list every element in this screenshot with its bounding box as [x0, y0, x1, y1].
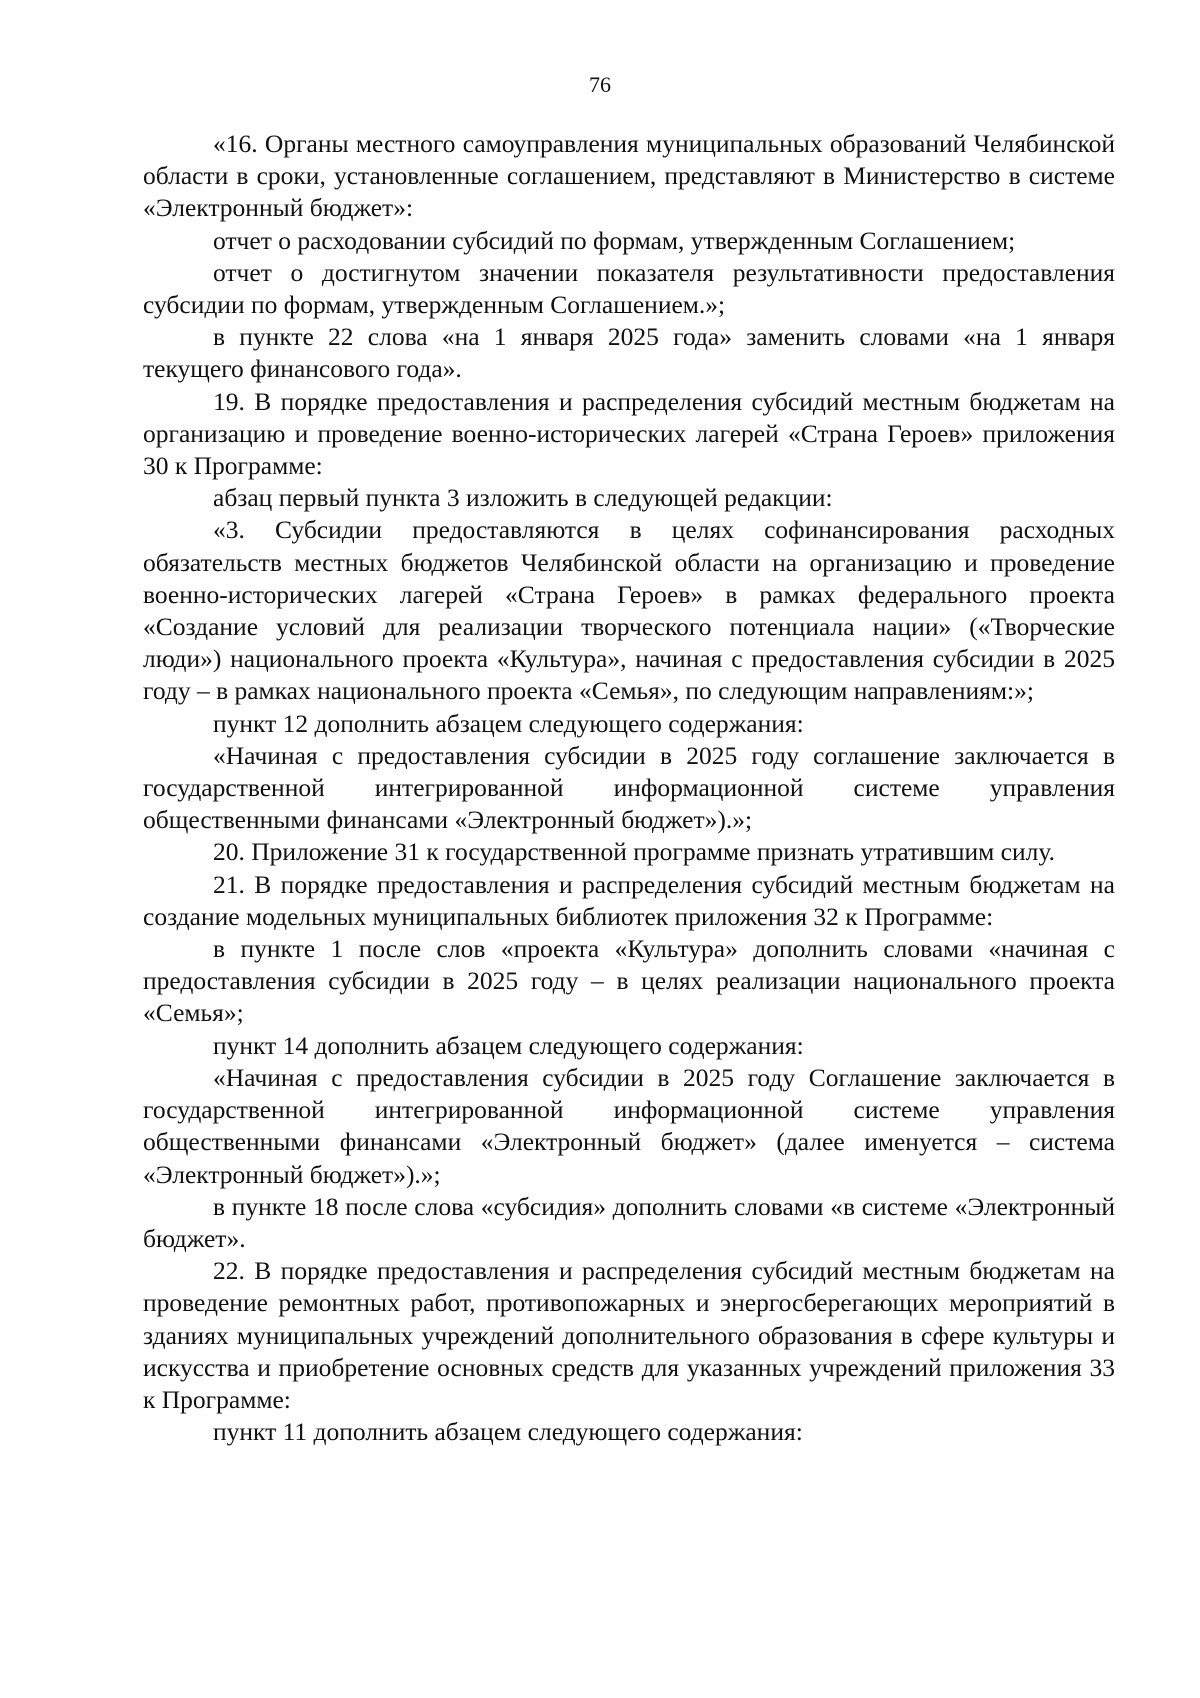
paragraph-item-16-intro: «16. Органы местного самоуправления муниципальных образований Челябинской области в сроки, установленные соглашением, представляют в Министерство в системе «Электронный бюджет»:: [143, 129, 1115, 223]
paragraph-item-11-add: пункт 11 дополнить абзацем следующего содержания:: [213, 1417, 803, 1447]
paragraph-section-19: 19. В порядке предоставления и распределения субсидий местным бюджетам на организацию и проведение военно-исторических лагерей «Страна Героев» приложения 30 к Программе:: [143, 386, 1115, 481]
paragraph-section-21: 21. В порядке предоставления и распределения субсидий местным бюджетам на создание модельных муниципальных библиотек приложения 32 к Программе:: [143, 869, 1115, 931]
paragraph-item-14-text: «Начиная с предоставления субсидии в 2025 году Соглашение заключается в государственной интегрированной информационной системе управления общественными финансами «Электронный бюджет» (далее именуется – система «Электронный бюджет»).»;: [143, 1062, 1115, 1189]
paragraph-item-3-text: «3. Субсидии предоставляются в целях софинансирования расходных обязательств местных бюджетов Челябинской области на организацию и проведение военно-исторических лагерей «Страна Героев» в рамках федерального проекта «Создание условий для реализации творческого потенциала нации» («Творческие люди») национального проекта «Культура», начиная с предоставления субсидии в 2025 году – в рамках национального проекта «Семья», по следующим направлениям:»;: [143, 515, 1115, 706]
paragraph-expense-report: отчет о расходовании субсидий по формам, утвержденным Соглашением;: [213, 225, 1016, 255]
paragraph-item-3-edit: абзац первый пункта 3 изложить в следующей редакции:: [213, 483, 833, 513]
page-number: 76: [589, 72, 611, 97]
paragraph-item-14-add: пункт 14 дополнить абзацем следующего содержания:: [213, 1030, 804, 1060]
paragraph-item-1-add: в пункте 1 после слов «проекта «Культура» дополнить словами «начиная с предоставления субсидии в 2025 году – в целях реализации национального проекта «Семья»;: [143, 934, 1115, 1028]
paragraph-item-18-add: в пункте 18 после слова «субсидия» дополнить словами «в системе «Электронный бюджет».: [143, 1191, 1115, 1253]
paragraph-section-20: 20. Приложение 31 к государственной программе признать утратившим силу.: [213, 837, 1055, 867]
paragraph-item-12-text: «Начиная с предоставления субсидии в 2025 году соглашение заключается в государственной интегрированной информационной системе управления общественными финансами «Электронный бюджет»).»;: [143, 740, 1115, 835]
paragraph-section-22: 22. В порядке предоставления и распределения субсидий местным бюджетам на проведение ремонтных работ, противопожарных и энергосберегающих мероприятий в зданиях муниципальных учреждений дополнительного образования в сфере культуры и искусства и приобретение основных средств для указанных учреждений приложения 33 к Программе:: [143, 1256, 1115, 1414]
document-body: [143, 128, 1115, 1448]
paragraph-item-12-add: пункт 12 дополнить абзацем следующего содержания:: [213, 708, 804, 738]
paragraph-result-report: отчет о достигнутом значении показателя результативности предоставления субсидии по формам, утвержденным Соглашением.»;: [143, 257, 1115, 320]
paragraph-item-22-replace: в пункте 22 слова «на 1 января 2025 года» заменить словами «на 1 января текущего финансового года».: [143, 322, 1115, 384]
